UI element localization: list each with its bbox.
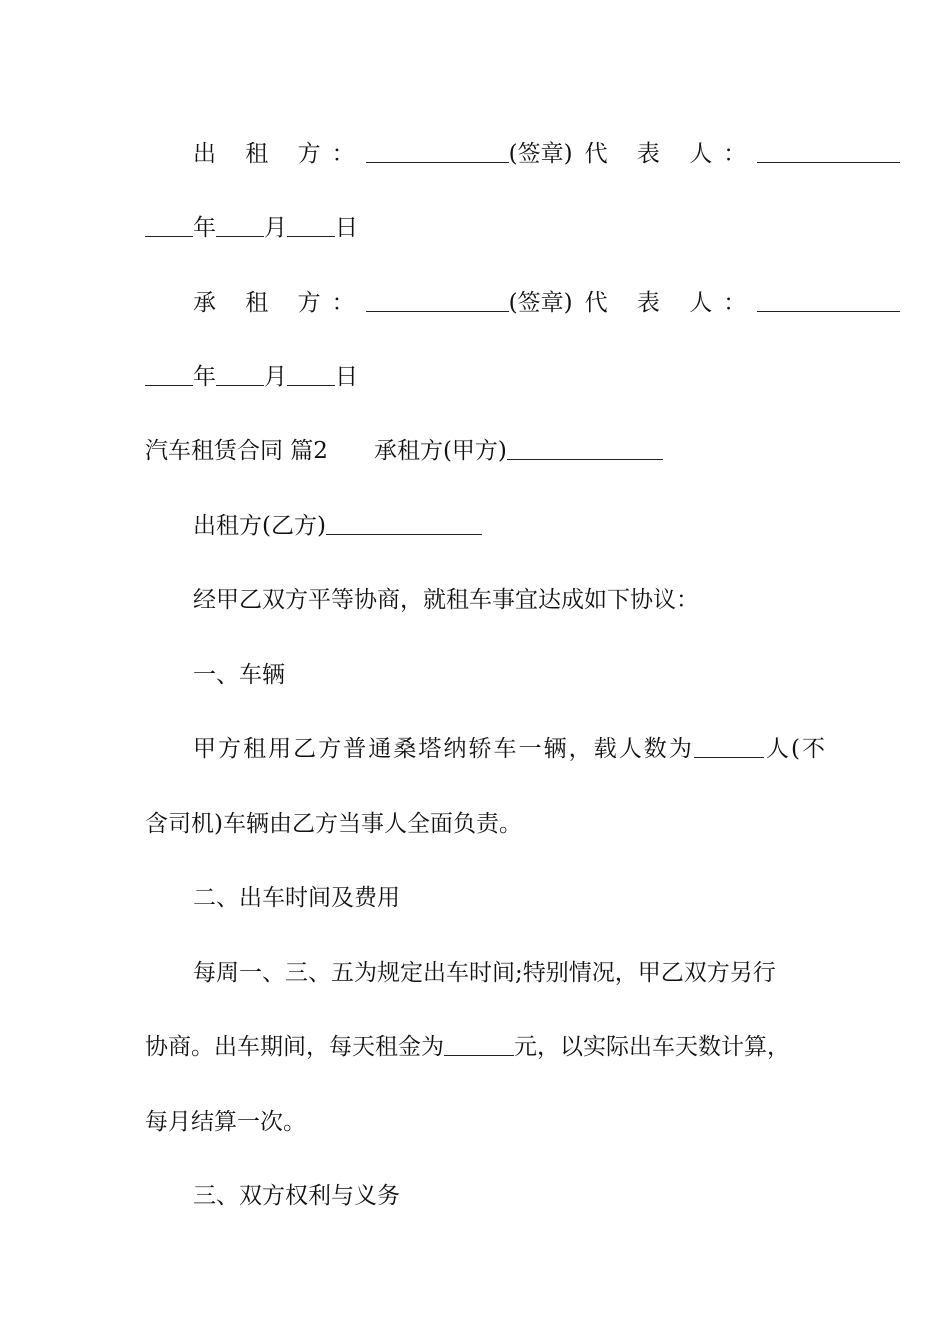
- section-2-paragraph-line-1: 每周一、三、五为规定出车时间;特别情况，甲乙双方另行: [193, 960, 776, 986]
- lessee-rep-blank: [757, 289, 900, 312]
- section-2-paragraph-line-3: 每月结算一次。: [145, 1109, 306, 1135]
- party-a-blank: [507, 437, 663, 460]
- lessee-rep-label: 代 表 人：: [584, 290, 758, 316]
- lessor-signature-line: [193, 137, 825, 171]
- lessor-seal: (签章): [508, 141, 573, 167]
- lessor-year-label: 年: [193, 215, 216, 241]
- lessee-year-label: 年: [193, 364, 216, 390]
- lessee-name-blank: [366, 289, 509, 312]
- lessor-day-blank: [287, 214, 335, 237]
- party-b-blank: [326, 512, 482, 535]
- lessor-month-label: 月: [264, 215, 287, 241]
- lessee-day-label: 日: [335, 364, 358, 390]
- section-3-title: 三、双方权利与义务: [193, 1183, 400, 1209]
- lessee-label: 承 租 方：: [193, 290, 366, 316]
- lessor-name-blank: [366, 140, 509, 163]
- party-a-label: 承租方(甲方): [373, 438, 507, 464]
- section-2-paragraph-line-2: [145, 1030, 825, 1064]
- lessor-day-label: 日: [335, 215, 358, 241]
- lessee-month-blank: [216, 363, 264, 386]
- lessee-signature-line: [193, 286, 825, 320]
- lessor-year-blank: [145, 214, 193, 237]
- daily-rent-blank: [444, 1033, 514, 1056]
- section-1-paragraph-line-2: 含司机)车辆由乙方当事人全面负责。: [145, 811, 522, 837]
- lessee-month-label: 月: [264, 364, 287, 390]
- lessee-day-blank: [287, 363, 335, 386]
- section-2-text-start: 协商。出车期间，每天租金为: [145, 1034, 444, 1060]
- party-b-line: [193, 509, 825, 543]
- lessee-year-blank: [145, 363, 193, 386]
- passenger-count-blank: [694, 735, 764, 758]
- section-1-text-start: 甲方租用乙方普通桑塔纳轿车一辆，载人数为: [193, 736, 694, 762]
- intro-paragraph: 经甲乙双方平等协商，就租车事宜达成如下协议：: [193, 587, 699, 613]
- party-b-label: 出租方(乙方): [193, 513, 326, 539]
- contract-title: 汽车租赁合同 篇2: [145, 438, 328, 464]
- section-1-title: 一、车辆: [193, 662, 285, 688]
- section-2-title: 二、出车时间及费用: [193, 885, 400, 911]
- lessor-rep-label: 代 表 人：: [584, 141, 758, 167]
- lessor-label: 出 租 方：: [193, 141, 366, 167]
- lessor-date-line: [145, 211, 825, 245]
- lessor-rep-blank: [757, 140, 900, 163]
- section-1-paragraph-line-1: [193, 732, 825, 766]
- section-1-text-end: 人(不: [763, 736, 825, 762]
- lessee-seal: (签章): [508, 290, 573, 316]
- section-2-text-end: 元，以实际出车天数计算，: [514, 1034, 790, 1060]
- lessee-date-line: [145, 360, 825, 394]
- lessor-month-blank: [216, 214, 264, 237]
- contract-heading-line: [145, 434, 825, 468]
